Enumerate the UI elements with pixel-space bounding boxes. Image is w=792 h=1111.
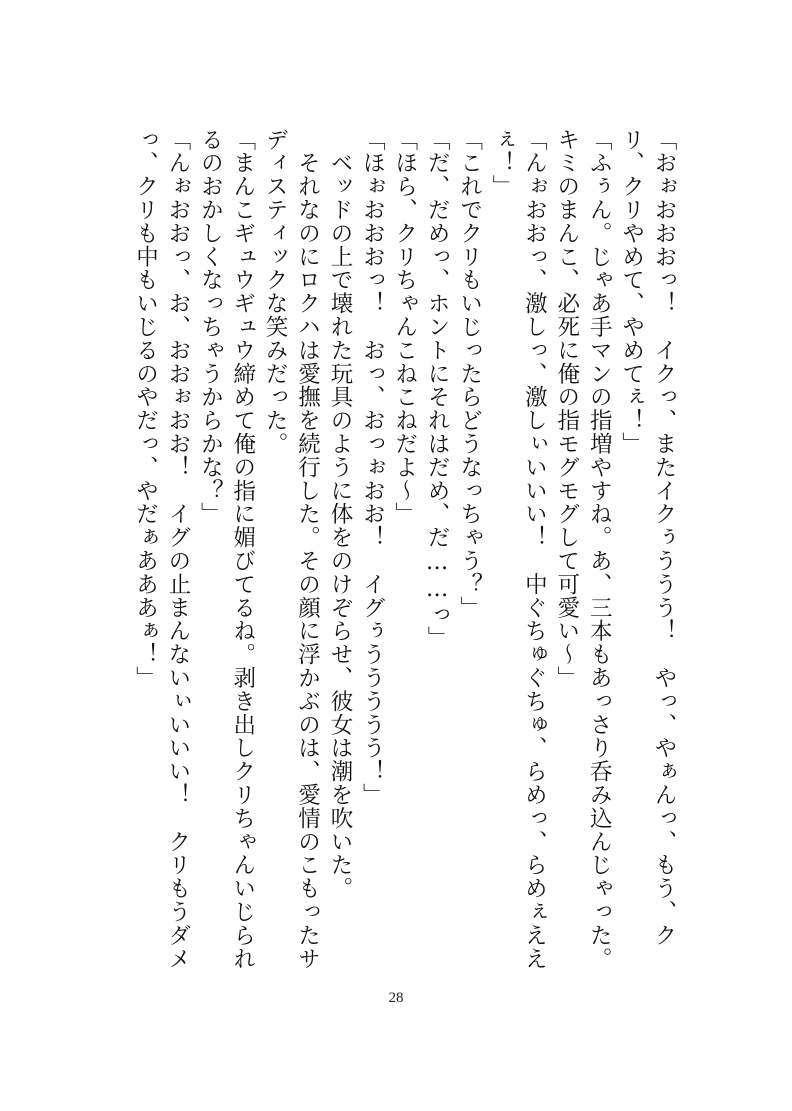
text-line-5: 「だ、だめっ、ホントにそれはだめ、だ……っ」 (424, 128, 451, 650)
text-line-11: 「んぉおおっ、お、おおぉおお！ イグの止まんないぃいいい！ クリもうダメっ、クリも中もいじるのやだっ、やだぁあああぁ！」 (132, 128, 191, 971)
text-line-9: それなのにロクハは愛撫を続行した。その顔に浮かぶのは、愛情のこもったサディスティックな笑みだった。 (262, 128, 321, 971)
text-line-1: 「おぉおおおっ！ イクっ、またイクぅううう！ やっ、やぁんっ、もう、クリ、クリやめて、やめてぇ！」 (618, 128, 677, 947)
page-number: 28 (388, 990, 404, 1006)
text-line-7: 「ほぉおおおっ！ おっ、おっぉおお！ イグぅううううう！」 (359, 128, 386, 807)
text-line-3: 「んぉおおっ、激しっ、激しぃいいい！ 中ぐちゅぐちゅ、らめっ、らめぇええぇ！」 (488, 128, 548, 971)
text-line-6: 「ほら、クリちゃんこねこねだよ～」 (391, 128, 418, 526)
text-line-2: 「ふぅん。じゃあ手マンの指増やすね。あ、三本もあっさり呑み込んじゃった。キミのまんこ、必死に俺の指モグモグして可愛い～」 (553, 128, 613, 971)
body-text (129, 128, 680, 988)
text-line-4: 「これでクリもいじったらどうなっちゃう？」 (456, 128, 483, 620)
text-line-10: 「まんこギュウギュウ締めて俺の指に媚びてるね。剥き出しクリちゃんいじられるのおかしくなっちゃうからかな？」 (197, 128, 256, 971)
text-line-8: ベッドの上で壊れた玩具のように体をのけぞらせ、彼女は潮を吹いた。 (326, 128, 353, 901)
